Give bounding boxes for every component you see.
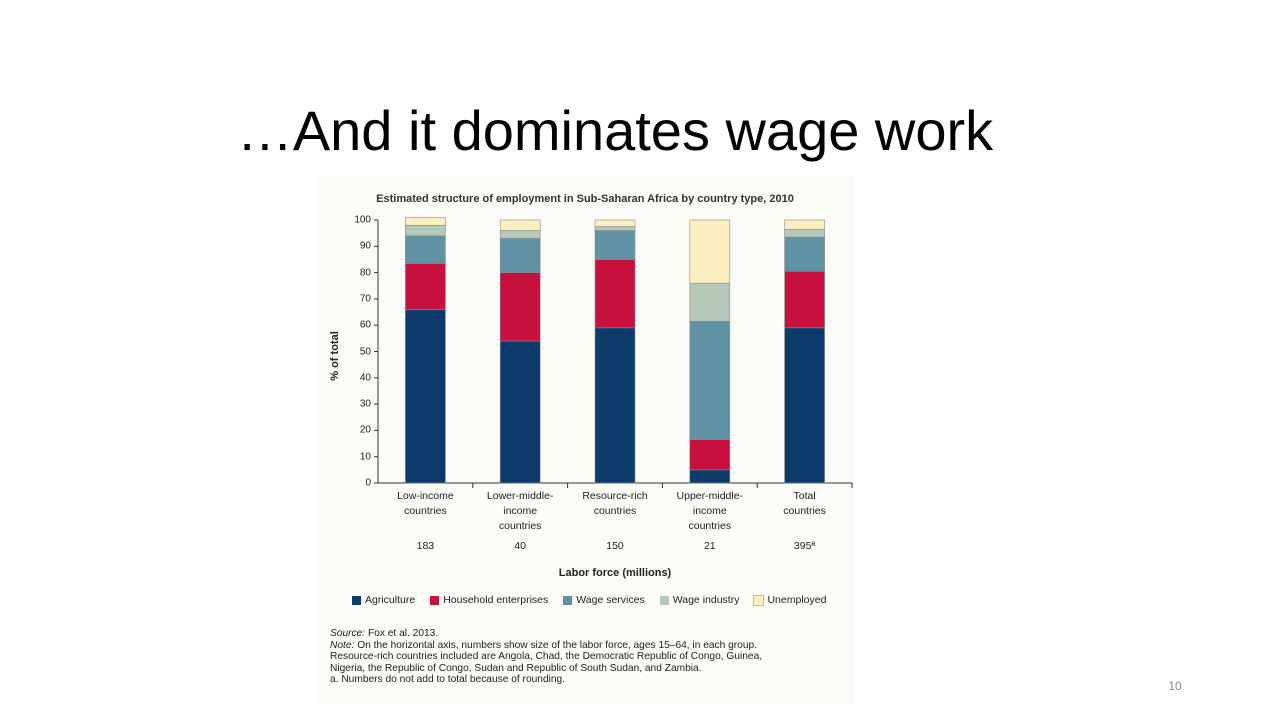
legend-swatch	[754, 596, 763, 605]
bar-segment-wage-industry	[785, 229, 825, 237]
y-tick-label: 50	[359, 346, 371, 357]
bar-segment-wage-industry	[500, 231, 540, 239]
bar-segment-unemployed	[595, 220, 635, 227]
chart-legend	[352, 594, 841, 606]
y-tick-label: 60	[359, 319, 371, 331]
note-line-3: Resource-rich countries included are Angola, Chad, the Democratic Republic of Congo, Guinea,	[330, 651, 763, 663]
labor-force-value: 183	[416, 540, 435, 552]
y-tick-label: 100	[354, 214, 371, 226]
bar-segment-wage-services	[405, 236, 445, 264]
slide-title: …And it dominates wage work	[236, 99, 994, 162]
legend-swatch	[660, 596, 669, 605]
legend-label: Agriculture	[365, 594, 416, 606]
bar-segment-wage-services	[500, 238, 540, 272]
category-label	[759, 489, 851, 519]
chart-figure: Estimated structure of employment in Sub-Saharan Africa by country type, 2010 % of total 0 10 20 30 40 50 60 70 80 90 100 Low-income countries 183 Lower-middle- income countries 40 Resource-rich countries 150 Upper-middle- income countries 21 Total countries 395ª Labor force (millions) Agriculture Household enterprises Wage services Wage industry Unemployed Source: Fox et al. 2013. Note: On the horizontal axis, numbers show size of the labor force, ages 15–64, in each group. Resource-rich countries included are Angola, Chad, the Democratic Republic of Congo, Guinea, Nigeria, the Republic of Congo, Sudan and Republic of South Sudan, and Zambia. a. Numbers do not add to total because of rounding.	[316, 176, 854, 704]
bar-segment-household-enterprises	[500, 273, 540, 341]
note-line: Note: On the horizontal axis, numbers show size of the labor force, ages 15–64, in each group.	[330, 639, 757, 651]
category-label-line: Resource-rich	[582, 490, 648, 502]
category-label-line: Total	[793, 490, 816, 502]
category-label	[474, 489, 566, 534]
legend-label: Wage services	[576, 594, 645, 606]
category-label-line: countries	[404, 505, 447, 517]
bar-segment-unemployed	[690, 220, 730, 283]
page-number: 10	[1168, 679, 1182, 693]
category-label-line: Upper-middle-	[676, 490, 744, 502]
bar-segment-household-enterprises	[405, 263, 445, 309]
y-tick-label: 80	[359, 267, 371, 279]
note-line-5: a. Numbers do not add to total because of rounding.	[330, 674, 566, 686]
legend-swatch	[563, 596, 572, 605]
source-line: Source: Fox et al. 2013.	[330, 628, 439, 639]
category-label-line: income	[503, 505, 538, 517]
legend-label: Wage industry	[672, 594, 740, 606]
legend-swatch	[430, 596, 439, 605]
chart-title: Estimated structure of employment in Sub-Saharan Africa by country type, 2010	[376, 193, 794, 205]
category-label-line: countries	[688, 520, 732, 532]
bar-segment-agriculture	[405, 309, 445, 483]
y-tick-label: 40	[359, 372, 371, 384]
category-label	[664, 489, 756, 534]
y-tick-label: 70	[359, 293, 371, 305]
labor-force-value: 395ª	[793, 540, 816, 552]
y-tick-label: 20	[359, 424, 371, 436]
category-label-line: countries	[783, 505, 826, 517]
bar-segment-unemployed	[405, 217, 445, 225]
category-label-line: Low-income	[397, 490, 454, 502]
y-tick-label: 90	[359, 240, 371, 252]
bar-segment-household-enterprises	[785, 271, 825, 328]
note-line-4: Nigeria, the Republic of Congo, Sudan and Republic of South Sudan, and Zambia.	[330, 662, 702, 674]
legend-item	[660, 594, 740, 606]
legend-item	[754, 594, 826, 606]
y-tick-label: 10	[359, 451, 371, 463]
legend-item	[352, 594, 415, 606]
legend-item	[430, 594, 548, 606]
bar-segment-wage-services	[595, 231, 635, 260]
bar-segment-unemployed	[785, 220, 825, 229]
bar-segment-household-enterprises	[690, 440, 730, 470]
category-label	[569, 489, 661, 519]
category-label	[379, 489, 471, 519]
labor-force-value: 150	[606, 540, 624, 552]
legend-label: Household enterprises	[443, 594, 549, 606]
bar-segment-wage-industry	[405, 225, 445, 236]
bar-segment-agriculture	[500, 341, 540, 483]
category-label-line: income	[692, 505, 727, 517]
y-tick-label: 30	[359, 398, 371, 410]
bar-segment-wage-services	[690, 321, 730, 439]
legend-item	[563, 594, 644, 606]
x-axis-label: Labor force (millions)	[558, 567, 672, 579]
bar-segment-wage-industry	[690, 283, 730, 321]
y-tick-label: 0	[365, 477, 371, 489]
labor-force-value: 40	[514, 540, 527, 552]
bar-segment-agriculture	[595, 328, 635, 483]
bar-segment-agriculture	[785, 328, 825, 483]
category-label-line: countries	[498, 520, 542, 532]
chart-notes	[330, 628, 850, 686]
legend-label: Unemployed	[767, 594, 827, 606]
bar-segment-wage-industry	[595, 227, 635, 231]
bar-segment-unemployed	[500, 220, 540, 231]
bar-segment-household-enterprises	[595, 259, 635, 327]
category-label-line: Lower-middle-	[486, 490, 554, 502]
category-label-line: countries	[593, 505, 637, 517]
stacked-bar-chart	[316, 176, 854, 506]
bar-segment-agriculture	[690, 470, 730, 483]
labor-force-value: 21	[703, 540, 716, 552]
bar-segment-wage-services	[785, 237, 825, 271]
legend-swatch	[352, 596, 361, 605]
